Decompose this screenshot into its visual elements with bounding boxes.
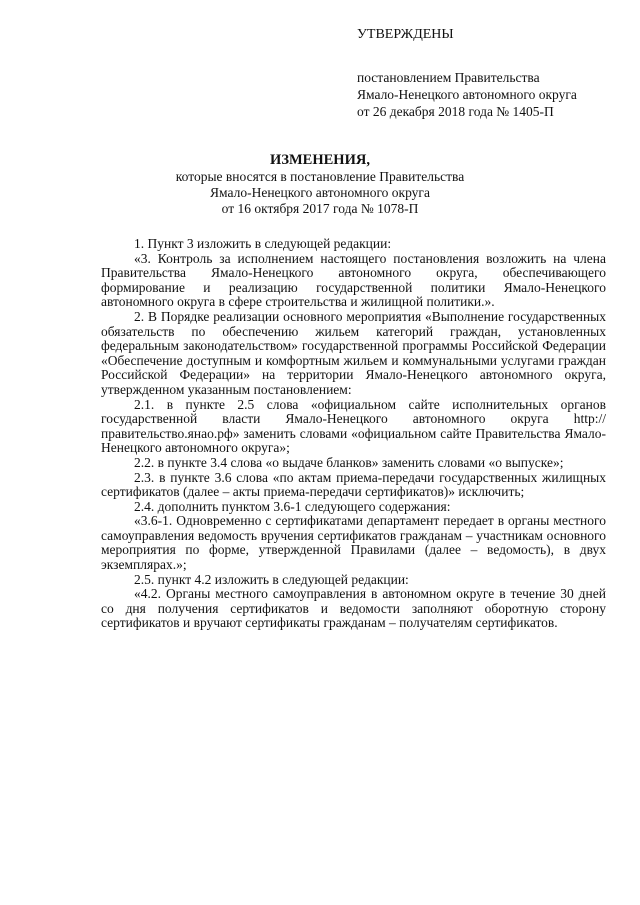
paragraph-item-1-text: «3. Контроль за исполнением настоящего постановления возложить на члена Правительства Ямало-Ненецкого автономного округа, обеспечивающего формирование и реализацию государственной политики Ямало-Ненецкого автономного округа в сфере строительства и жилищной политики.». (101, 250, 606, 310)
paragraph-item-2: 2. В Порядке реализации основного мероприятия «Выполнение государственных обязательств по обеспечению жильем категорий граждан, установленных федеральным законодательством» государственной программы Российской Федерации «Обеспечение доступным и комфортным жильем и коммунальными услугами граждан Российской Федерации» на территории Ямало-Ненецкого автономного округа, утвержденном указанным постановлением: (101, 308, 606, 397)
paragraph-item-2-4: 2.4. дополнить пунктом 3.6-1 следующего содержания: (134, 498, 451, 514)
approval-line: Ямало-Ненецкого автономного округа (357, 87, 577, 102)
approval-line: от 26 декабря 2018 года № 1405-П (357, 104, 554, 119)
document-heading (0, 152, 640, 217)
paragraph-item-2-5: 2.5. пункт 4.2 изложить в следующей редакции: (134, 571, 409, 587)
heading-line: от 16 октября 2017 года № 1078-П (221, 201, 419, 216)
approval-block (357, 26, 617, 120)
heading-title: ИЗМЕНЕНИЯ, (270, 152, 370, 168)
paragraph-item-2-3: 2.3. в пункте 3.6 слова «по актам приема-передачи государственных жилищных сертификатов (далее – акты приема-передачи сертификатов)» исключить; (101, 469, 606, 500)
approval-title: УТВЕРЖДЕНЫ (357, 27, 454, 42)
paragraph-item-2-2: 2.2. в пункте 3.4 слова «о выдаче бланков» заменить словами «о выпуске»; (134, 454, 564, 470)
paragraph-item-4-2: «4.2. Органы местного самоуправления в автономном округе в течение 30 дней со дня получения сертификатов и ведомости заполняют оборотную сторону сертификатов и вручают сертификаты гражданам – получателям сертификатов. (101, 586, 606, 631)
document-body (101, 237, 606, 631)
paragraph-item-2-1: 2.1. в пункте 2.5 слова «официальном сайте исполнительных органов государственной власти Ямало-Ненецкого автономного округа http://правительство.янао.рф» заменить словами «официальном сайте Правительства Ямало-Ненецкого автономного округа»; (101, 396, 606, 456)
approval-line: постановлением Правительства (357, 70, 540, 85)
paragraph-item-3-6-1: «3.6-1. Одновременно с сертификатами департамент передает в органы местного самоуправления ведомость вручения сертификатов гражданам – участникам основного мероприятия по форме, утвержденной Правилами (далее – ведомость), в двух экземплярах.»; (101, 513, 606, 573)
heading-line: которые вносятся в постановление Правительства (175, 169, 465, 184)
heading-line: Ямало-Ненецкого автономного округа (210, 185, 430, 200)
paragraph-item-1: 1. Пункт 3 изложить в следующей редакции: (134, 236, 392, 251)
